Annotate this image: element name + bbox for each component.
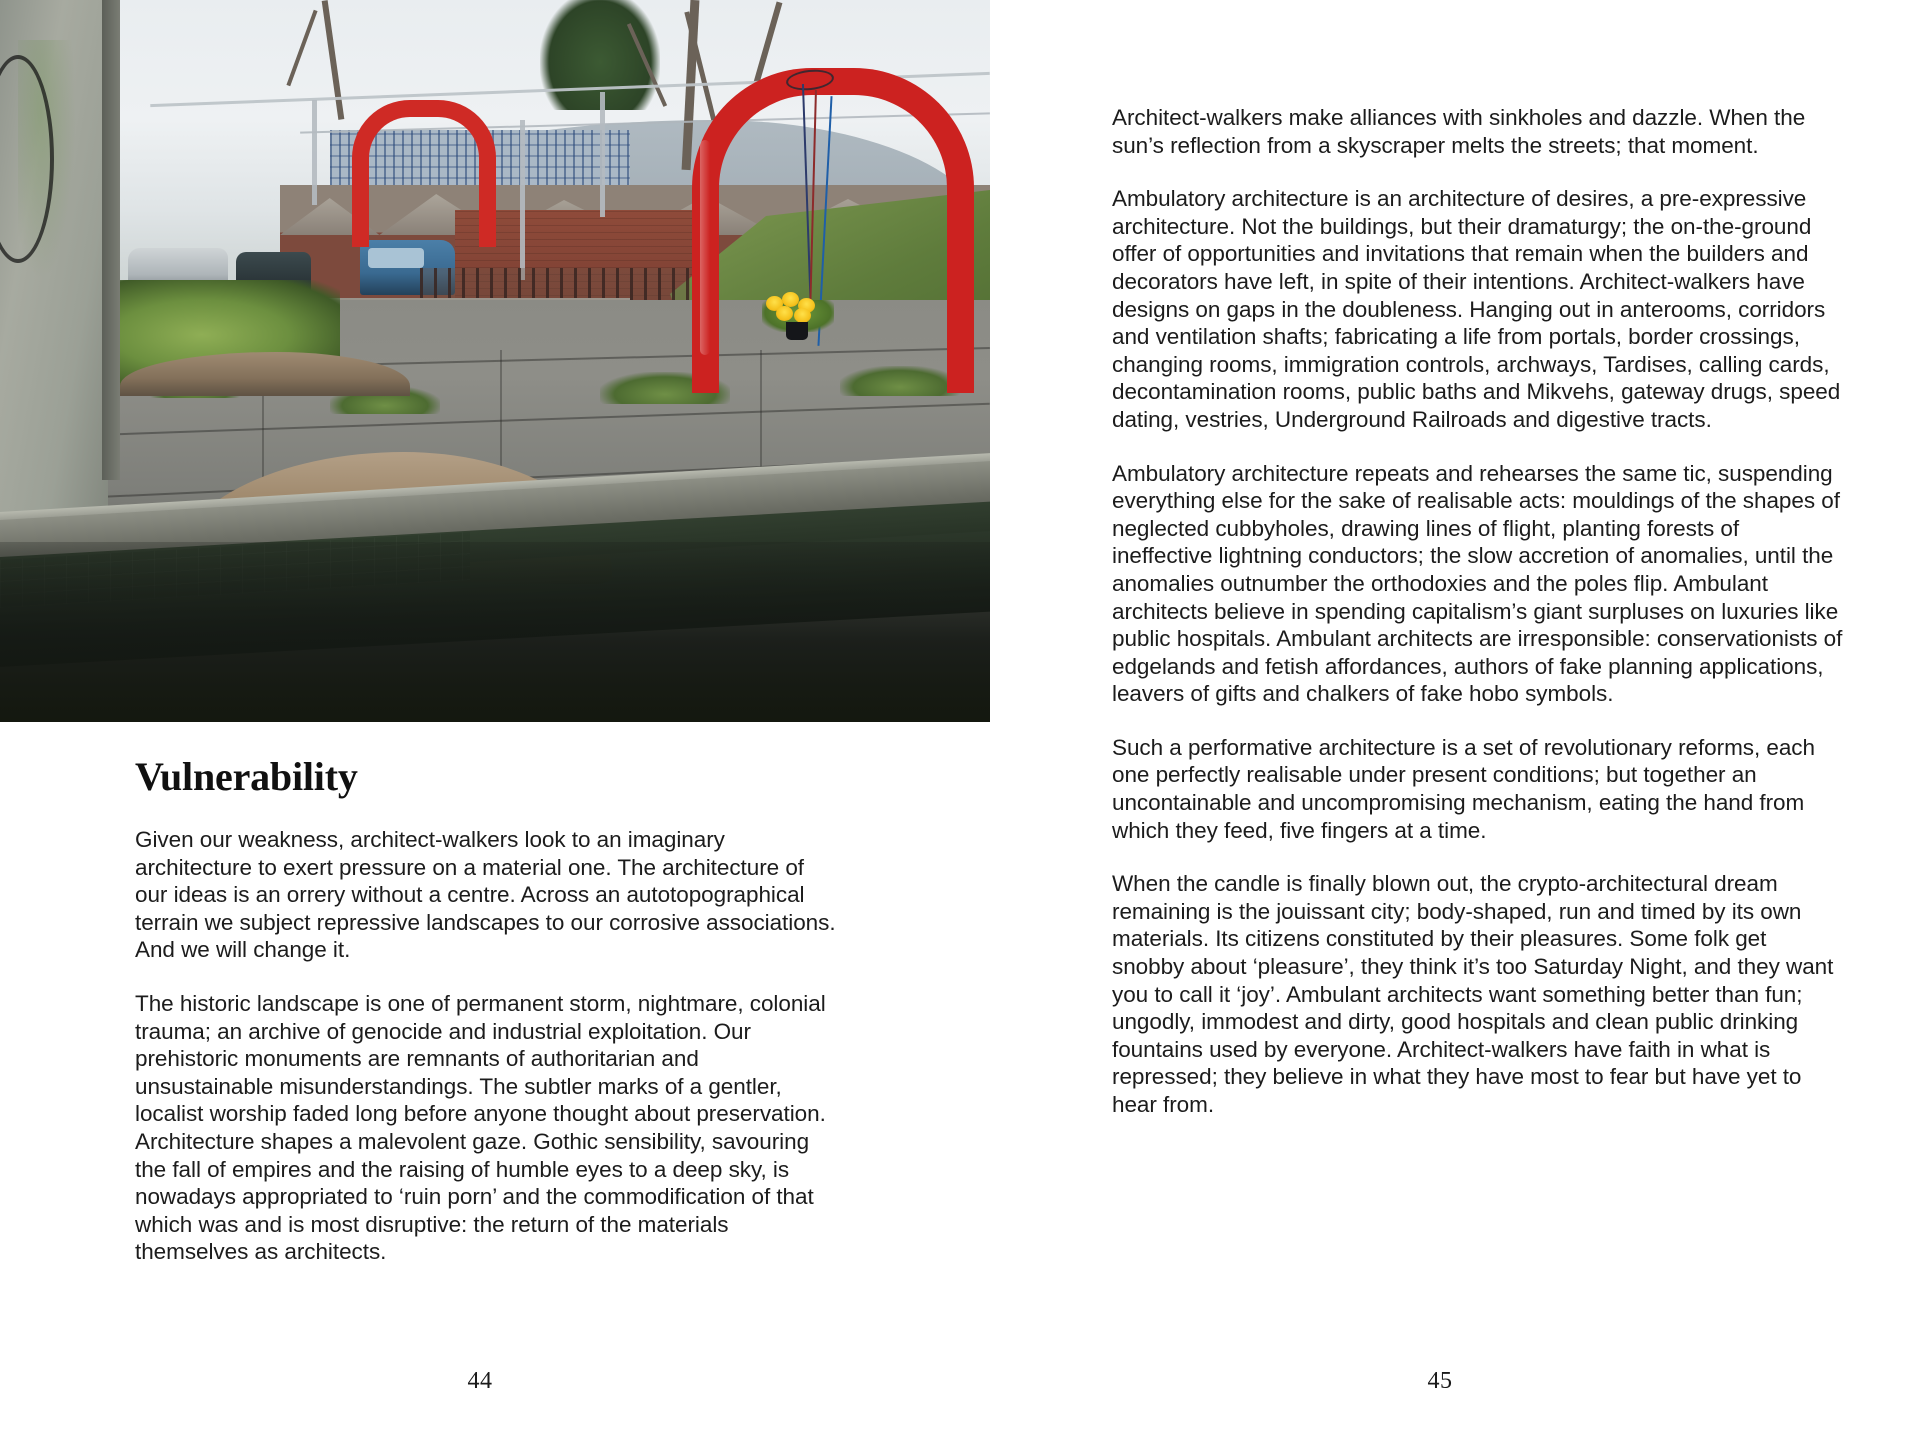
paragraph: Ambulatory architecture is an architecture of desires, a pre-expressive architecture. Not the buildings, but their dramaturgy; the on-the-ground offer of opportunities and invitations that remain when the builders and decorators have left, in spite of their intentions. Architect-walkers have designs on gaps in the doubleness. Hanging out in anterooms, corridors and ventilation shafts; fabricating a life from portals, border crossings, changing rooms, immigration controls, archways, Tardises, calling cards, decontamination rooms, public baths and Mikvehs, gateway drugs, speed dating, vestries, Underground Railroads and digestive tracts. [1112,186,1841,432]
right-text-column [1112,104,1844,1119]
right-page [960,0,1920,1440]
photo-flower-petal [782,292,799,307]
photo-foreground-shadow [0,542,990,722]
paragraph: Such a performative architecture is a set of revolutionary reforms, each one perfectly realisable under present conditions; but together an uncontainable and uncompromising mechanism, eating the hand from which they feed, five fingers at a time. [1112,734,1815,843]
photo-pillar-edge [102,0,120,480]
photo-flower-pot [786,322,808,340]
photo-flower-petal [794,308,811,323]
photo-fence-post [520,120,525,280]
left-text-column [135,756,841,1266]
paragraph: When the candle is finally blown out, the crypto-architectural dream remaining is the jouissant city; body-shaped, run and timed by its own materials. Its citizens constituted by their pleasures. Some folk get snobby about ‘pleasure’, they think it’s too Saturday Night, and they want you to call it ‘joy’. Ambulant architects want something better than fun; ungodly, immodest and dirty, good hospitals and clean public drinking fountains used by everyone. Architect-walkers have faith in what is repressed; they believe in what they have most to fear but have yet to hear from. [1112,871,1834,1117]
page-number-left: 44 [467,1368,493,1394]
paragraph: Ambulatory architecture repeats and rehearses the same tic, suspending everything else for the sake of realisable acts: mouldings of the shapes of neglected cubbyholes, drawing lines of flight, planting forests of ineffective lightning conductors; the slow accretion of anomalies, until the anomalies outnumber the orthodoxies and the poles flip. Ambulant architects believe in spending capitalism’s giant surpluses on luxuries like public hospitals. Ambulant architects are irresponsible: conservationists of edgelands and fetish affordances, authors of fake planning applications, leavers of gifts and chalkers of fake hobo symbols. [1112,460,1843,707]
photo-flower-petal [776,306,793,321]
photo-van-window [368,248,424,268]
photo-fence-post [312,100,317,205]
photo-red-hoop-barrier-small [352,100,496,247]
chapter-photograph [0,0,990,722]
page-title: Vulnerability [135,754,358,799]
photo-fence-post [600,92,605,217]
photo-hoop-highlight [700,140,710,355]
photo-red-hoop-barrier-large [692,68,974,393]
paragraph: Given our weakness, architect-walkers look to an imaginary architecture to exert pressure on a material one. The architecture of our ideas is an orrery without a centre. Across an autotopographical terrain we subject repressive landscapes to our corrosive associations. And we will change it. [135,827,836,963]
paragraph: Architect-walkers make alliances with sinkholes and dazzle. When the sun’s reflection from a skyscraper melts the streets; that moment. [1112,105,1806,158]
paragraph: The historic landscape is one of permanent storm, nightmare, colonial trauma; an archive of genocide and industrial exploitation. Our prehistoric monuments are remnants of authoritarian and unsustainable misunderstandings. The subtler marks of a gentler, localist worship faded long before anyone thought about preservation. Architecture shapes a malevolent gaze. Gothic sensibility, savouring the fall of empires and the raising of humble eyes to a deep sky, is nowadays appropriated to ‘ruin porn’ and the commodification of that which was and is most disruptive: the return of the materials themselves as architects. [135,990,826,1265]
page-number-right: 45 [1427,1368,1453,1394]
